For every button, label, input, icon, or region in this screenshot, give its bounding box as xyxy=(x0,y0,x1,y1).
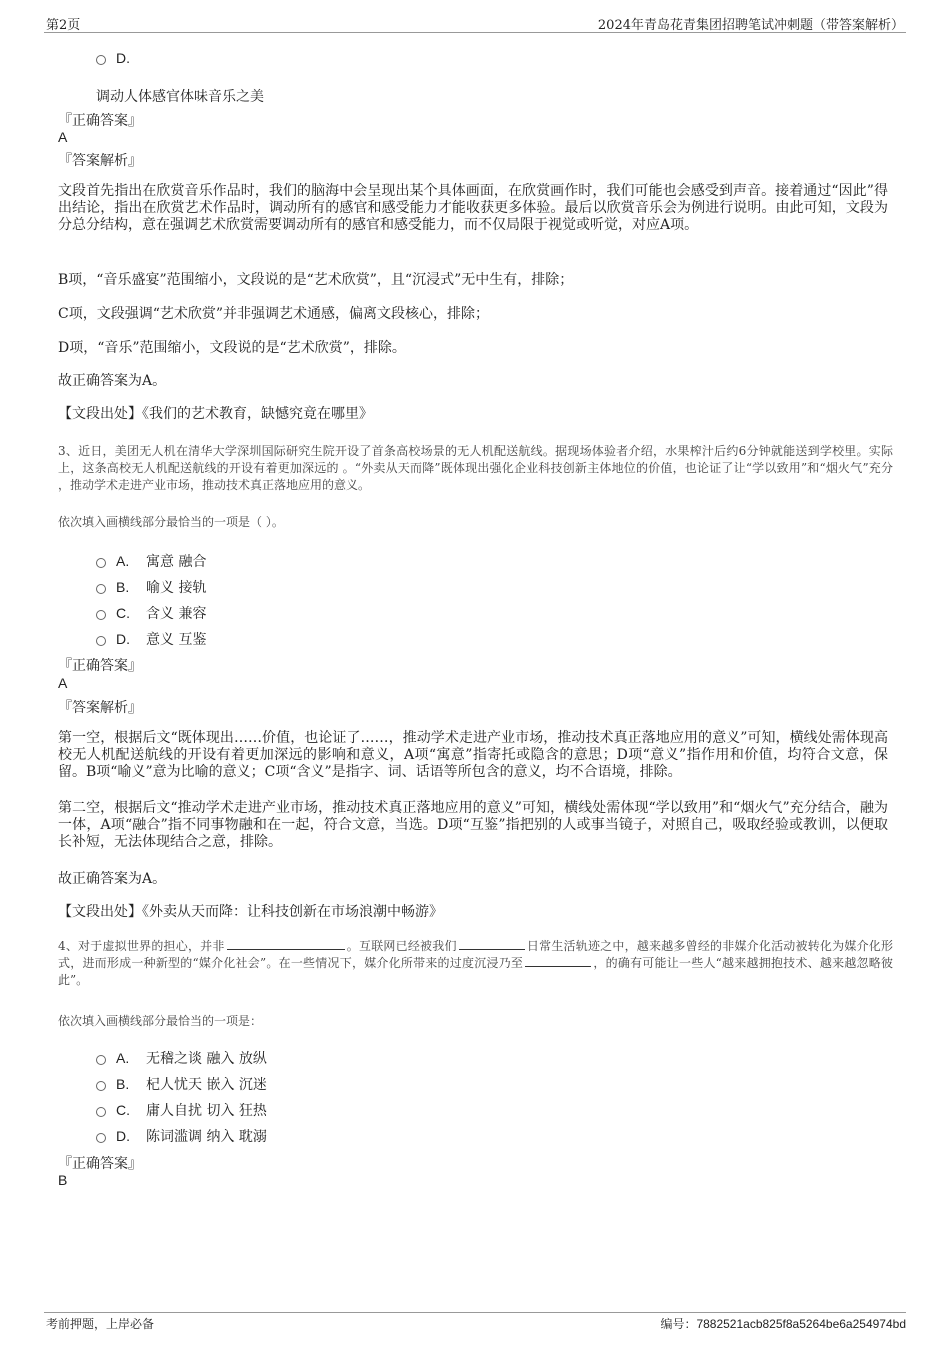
q3-answer: A xyxy=(58,675,68,691)
q3-option-c[interactable]: C. 含义 兼容 xyxy=(96,603,206,623)
q4-answer-tag: 『正确答案』 xyxy=(58,1156,142,1172)
q2-analysis-p4: D项，“音乐”范围缩小，文段说的是“艺术欣赏”，排除。 xyxy=(58,340,406,356)
radio-icon[interactable] xyxy=(96,636,106,646)
q3-answer-tag: 『正确答案』 xyxy=(58,658,142,674)
document-title: 2024年青岛花青集团招聘笔试冲刺题（带答案解析） xyxy=(597,18,904,33)
q2-analysis-tag: 『答案解析』 xyxy=(58,153,142,169)
q2-analysis-p1: 文段首先指出在欣赏音乐作品时，我们的脑海中会呈现出某个具体画面，在欣赏画作时，我们可能也会感受到声音。接着通过“因此”得出结论，指出在欣赏艺术作品时，调动所有的感官和感受能力才能收获更多体验。最后以欣赏音乐会为例进行说明。由此可知，文段为分总分结构，意在强调艺术欣赏需要调动所有的感官和感受能力，而不仅局限于视觉或听觉，对应A项。 xyxy=(58,183,888,233)
radio-icon[interactable] xyxy=(96,1133,106,1143)
radio-icon[interactable] xyxy=(96,1081,106,1091)
radio-icon[interactable] xyxy=(96,610,106,620)
q4-stem: 4、对于虚拟世界的担心，并非 。互联网已经被我们 日常生活轨迹之中，越来越多曾经的非媒介化活动被转化为媒介化形式，进而形成一种新型的“媒介化社会”。在一些情况下，媒介化所带来的过度沉浸乃至 ，的确有可能让一些人“越来越拥抱技术、越来越忽略彼此”。 xyxy=(58,939,894,987)
blank-1 xyxy=(227,938,345,950)
q3-option-b[interactable]: B. 喻义 接轨 xyxy=(96,577,206,597)
q2-answer: A xyxy=(58,129,68,145)
page-number: 第2页 xyxy=(46,18,81,33)
radio-icon[interactable] xyxy=(96,55,106,65)
q4-option-c[interactable]: C. 庸人自扰 切入 狂热 xyxy=(96,1100,267,1120)
q3-source: 【文段出处】《外卖从天而降：让科技创新在市场浪潮中畅游》 xyxy=(58,904,443,920)
q2-analysis-p5: 故正确答案为A。 xyxy=(58,373,167,389)
blank-2 xyxy=(459,938,525,950)
q2-option-d[interactable]: D. xyxy=(96,50,146,67)
q2-answer-tag: 『正确答案』 xyxy=(58,113,142,129)
radio-icon[interactable] xyxy=(96,584,106,594)
page-footer xyxy=(44,1312,906,1331)
q4-option-b[interactable]: B. 杞人忧天 嵌入 沉迷 xyxy=(96,1074,267,1094)
radio-icon[interactable] xyxy=(96,558,106,568)
q3-stem: 3、近日，美团无人机在清华大学深圳国际研究生院开设了首条高校场景的无人机配送航线。据现场体验者介绍，水果榨汁后约6分钟就能送到学校里。实际上，这条高校无人机配送航线的开设有着更加深远的 。“外卖从天而降”既体现出强化企业科技创新主体地位的价值，也论证了让“学以致用”和“烟火气”充分 ，推动学术走进产业市场，推动技术真正落地应用的意义。 xyxy=(58,444,893,492)
q2-analysis-p3: C项，文段强调“艺术欣赏”并非强调艺术通感，偏离文段核心，排除； xyxy=(58,306,490,322)
q3-prompt: 依次填入画横线部分最恰当的一项是（ ）。 xyxy=(58,515,284,529)
q2-option-d-text: 调动人体感官体味音乐之美 xyxy=(96,89,264,105)
q2-analysis-p2: B项，“音乐盛宴”范围缩小，文段说的是“艺术欣赏”，且“沉浸式”无中生有，排除； xyxy=(58,272,574,288)
q3-analysis-p1: 第一空，根据后文“既体现出……价值，也论证了……，推动学术走进产业市场，推动技术真正落地应用的意义”可知，横线处需体现高校无人机配送航线的开设有着更加深远的影响和意义，A项“寓意”指寄托或隐含的意思；D项“意义”指作用和价值，均符合文意，保留。B项“喻义”意为比喻的意义；C项“含义”是指字、词、话语等所包含的意义，均不合语境，排除。 xyxy=(58,730,888,780)
footer-slogan: 考前押题，上岸必备 xyxy=(46,1317,155,1331)
document-id: 编号：7882521acb825f8a5264be6a254974bd xyxy=(660,1317,906,1331)
q4-prompt: 依次填入画横线部分最恰当的一项是： xyxy=(58,1014,263,1028)
q4-option-a[interactable]: A. 无稽之谈 融入 放纵 xyxy=(96,1048,267,1068)
q3-analysis-p3: 故正确答案为A。 xyxy=(58,871,167,887)
blank-3 xyxy=(525,955,591,967)
q2-source: 【文段出处】《我们的艺术教育，缺憾究竟在哪里》 xyxy=(58,406,373,422)
radio-icon[interactable] xyxy=(96,1107,106,1117)
radio-icon[interactable] xyxy=(96,1055,106,1065)
q4-option-d[interactable]: D. 陈词滥调 纳入 耽溺 xyxy=(96,1126,267,1146)
q3-analysis-p2: 第二空，根据后文“推动学术走进产业市场，推动技术真正落地应用的意义”可知，横线处需体现“学以致用”和“烟火气”充分结合，融为一体，A项“融合”指不同事物融和在一起，符合文意，当选。D项“互鉴”指把别的人或事当镜子，对照自己，吸取经验或教训，以便取长补短，无法体现结合之意，排除。 xyxy=(58,800,888,850)
q3-option-a[interactable]: A. 寓意 融合 xyxy=(96,551,206,571)
page-header xyxy=(44,14,906,33)
q3-analysis-tag: 『答案解析』 xyxy=(58,700,142,716)
q4-answer: B xyxy=(58,1172,68,1188)
q3-option-d[interactable]: D. 意义 互鉴 xyxy=(96,629,206,649)
